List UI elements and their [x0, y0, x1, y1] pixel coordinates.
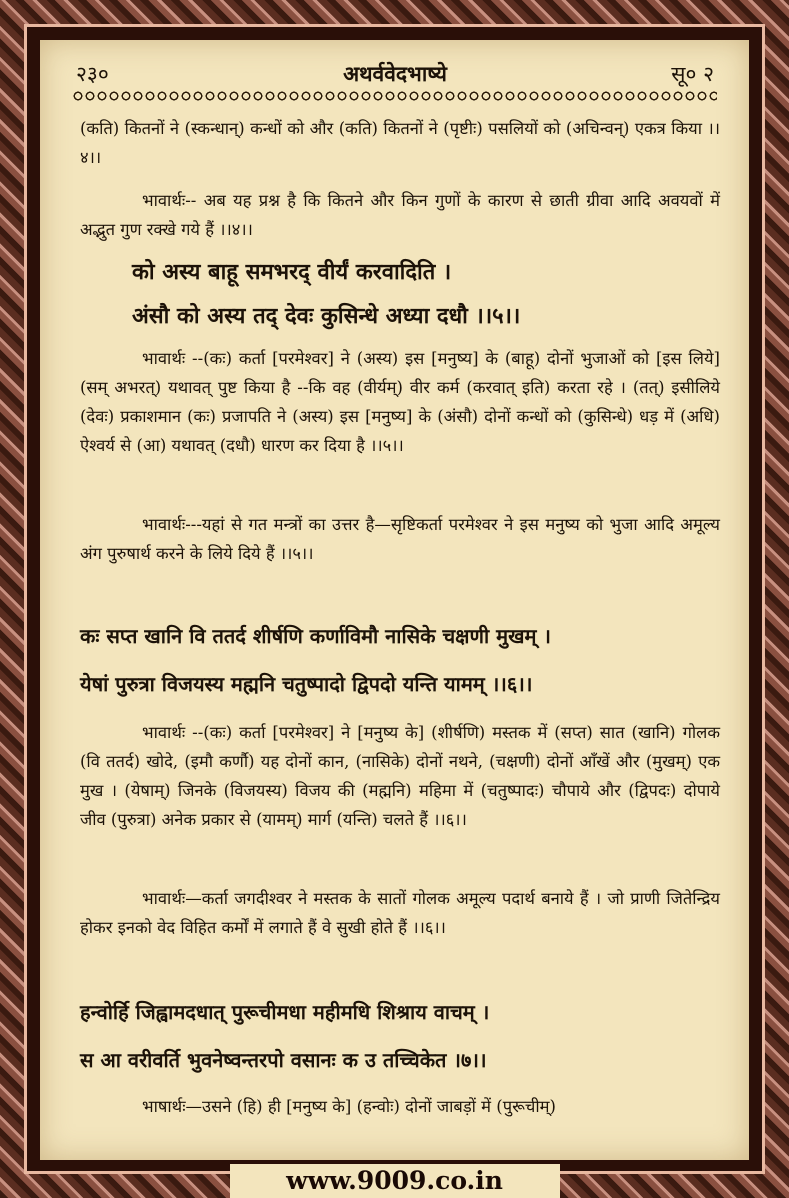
prose-paragraph: भावार्थः --(कः) कर्ता [परमेश्वर] ने [मनुष्य के] (शीर्षणि) मस्तक में (सप्त) सात (खानि) गोलक (वि ततर्द) खोदे, (इमौ कर्णौ) यह दोनों कान, (नासिके) दोनों नथने, (चक्षणी) दोनों आँखें और (मुखम्) एक मुख । (येषाम्) जिनके (विजयस्य) विजय की (मह्मनि) महिमा में (चतुष्पादः) चौपाये और (द्विपदः) दोपाये जीव (पुरुत्रा) अनेक प्रकार से (यामम्) मार्ग (यन्ति) चलते हैं ।।६।।: [80, 723, 720, 829]
block-9: [80, 884, 720, 942]
mantra-line: हन्वोर्हि जिह्वामदधात् पुरूचीमधा महीमधि शिश्राय वाचम् ।: [80, 1000, 490, 1024]
prose-paragraph: भावार्थः—कर्ता जगदीश्वर ने मस्तक के सातों गोलक अमूल्य पदार्थ बनाये हैं । जो प्राणी जितेन्द्रिय होकर इनको वेद विहित कर्मों में लगाते हैं वे सुखी होते हैं ।।६।।: [80, 889, 720, 937]
sukta-number: सू० २: [671, 62, 714, 86]
prose-paragraph: भावार्थः-- अब यह प्रश्न है कि कितने और किन गुणों के कारण से छाती ग्रीवा आदि अवयवों में अद्भुत गुण रक्खे गये हैं ।।४।।: [80, 191, 720, 239]
prose-paragraph: भावार्थः---यहां से गत मन्त्रों का उत्तर है—सृष्टिकर्ता परमेश्वर ने इस मनुष्य को भुजा आदि अमूल्य अंग पुरुषार्थ करने के लिये दिये हैं ।।५।।: [80, 515, 720, 563]
block-11: [80, 1038, 720, 1082]
block-5: [80, 510, 720, 568]
block-1: [80, 186, 720, 244]
mantra-line: को अस्य बाहू समभरद् वीर्यं करवादिति ।: [132, 259, 452, 285]
prose-paragraph: भावार्थः --(कः) कर्ता [परमेश्वर] ने (अस्य) इस [मनुष्य] के (बाहू) दोनों भुजाओं को [इस लिये] (सम् अभरत्) यथावत् पुष्ट किया है --कि वह (वीर्यम्) वीर कर्म (करवात् इति) करता रहे । (तत्) इसीलिये (देवः) प्रकाशमान (कः) प्रजापति ने (अस्य) इस [मनुष्य] के (अंसौ) दोनों कन्धों को (कुसिन्धे) धड़ में (अधि) ऐश्वर्य से (आ) यथावत् (दधौ) धारण कर दिया है ।।५।।: [80, 349, 720, 455]
ornamental-divider: [72, 90, 717, 102]
block-4: [80, 344, 720, 460]
page-header: [70, 56, 720, 92]
mantra-line: कः सप्त खानि वि ततर्द शीर्षणि कर्णाविमौ नासिके चक्षणी मुखम् ।: [80, 624, 551, 648]
mantra-line: अंसौ को अस्य तद् देवः कुसिन्धे अध्या दधौ ।।५।।: [132, 303, 521, 329]
page-title: अथर्ववेदभाष्ये: [343, 61, 447, 86]
website-footer[interactable]: [0, 1164, 789, 1198]
block-3: [132, 294, 749, 338]
mantra-line: स आ वरीवर्ति भुवनेष्वन्तरपो वसानः क उ तच्चिकेत ।७।।: [80, 1048, 487, 1072]
block-6: [80, 614, 720, 658]
block-2: [132, 250, 749, 294]
website-link[interactable]: www.9009.co.in: [286, 1166, 503, 1195]
block-10: [80, 990, 720, 1034]
block-0: [80, 114, 720, 172]
book-page: [40, 40, 749, 1160]
block-8: [80, 718, 720, 834]
page-number: २३०: [76, 62, 109, 86]
block-7: [80, 662, 720, 706]
prose-paragraph: भाषार्थः—उसने (हि) ही [मनुष्य के] (हन्वोः) दोनों जाबड़ों में (पुरूचीम्): [142, 1097, 556, 1116]
prose-paragraph: (कति) कितनों ने (स्कन्धान्) कन्धों को और (कति) कितनों ने (पृष्टीः) पसलियों को (अचिन्वन्) एकत्र किया ।।४।।: [80, 119, 720, 167]
block-12: [80, 1092, 720, 1121]
mantra-line: येषां पुरुत्रा विजयस्य मह्मनि चतुष्पादो द्विपदो यन्ति यामम् ।।६।।: [80, 672, 533, 696]
